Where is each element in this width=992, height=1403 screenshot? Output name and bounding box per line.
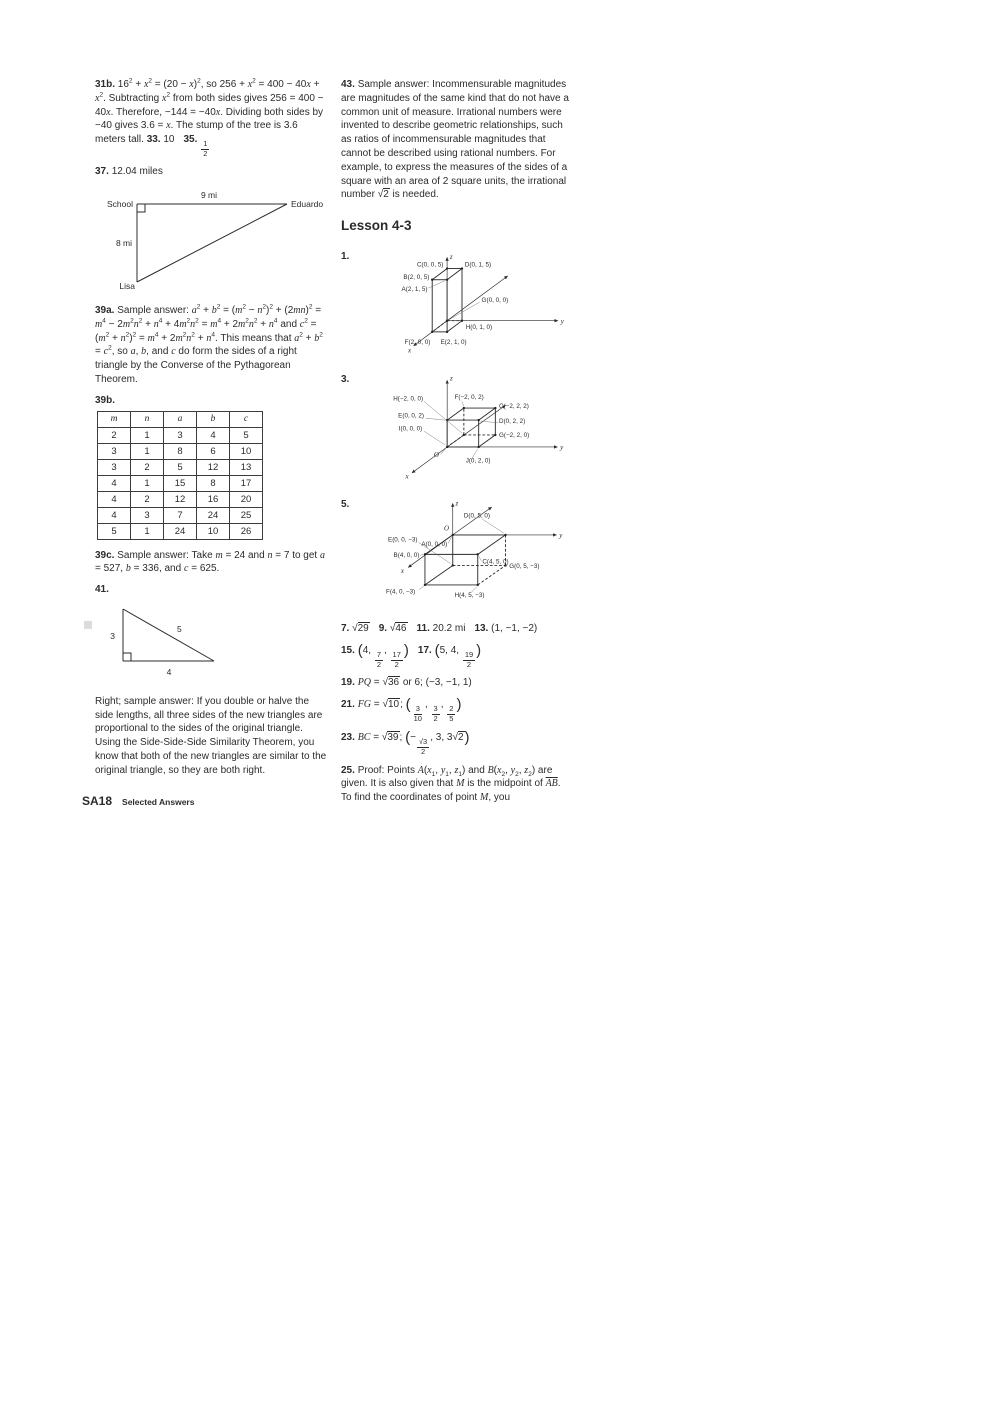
- point-label-C: C(0, 0, 5): [416, 261, 444, 269]
- y-axis-label: y: [559, 532, 563, 541]
- vertex-label-school: School: [107, 199, 133, 210]
- triangle-diagram-37: [99, 186, 324, 292]
- side-label-8mi: 8 mi: [115, 238, 132, 249]
- answers-15-17: 15. (4, $\frac{7}{2}$ , $\frac{17}{2}$ ) 17. (5, 4, $\frac{19}{2}$ ): [341, 641, 482, 669]
- x-axis-label: x: [400, 567, 404, 576]
- answer-21: 21. FG = √10; ( $\frac{3}{10}$ , $\frac{3}{2}$ , $\frac{2}{5}$ ): [341, 696, 462, 723]
- answer-23: 23. BC = √39; (− $\frac{√3}{2}$ , 3, 3√2): [341, 729, 470, 756]
- point-label-F: F(2, 0, 0): [404, 338, 431, 346]
- answer-37: 37. 12.04 miles: [95, 166, 163, 178]
- coordinate-box-diagram-1: [354, 248, 570, 358]
- point-label-J: J(0, 2, 0): [465, 457, 491, 465]
- figure-37-distance-triangle: [99, 186, 329, 295]
- z-axis-label: z: [449, 253, 453, 262]
- x-axis-label: x: [408, 346, 412, 355]
- page-footer: [82, 793, 194, 810]
- y-axis-label: y: [560, 443, 564, 452]
- point-label-D: D(0, 2, 2): [499, 417, 526, 425]
- coordinate-box-diagram-3: [354, 371, 570, 484]
- coordinate-box-diagram-5: [354, 496, 570, 609]
- point-label-H: H(−2, 0, 0): [393, 395, 424, 403]
- x-axis-label: x: [405, 472, 409, 481]
- side-label-3: 3: [110, 631, 115, 641]
- vertex-label-eduardo: Eduardo: [291, 199, 324, 210]
- answer-39b-label: 39b.: [95, 394, 116, 406]
- label-pointers: [418, 520, 503, 593]
- label-pointers: [428, 280, 479, 319]
- answer-39c: 39c. Sample answer: Take m = 24 and n = 7 to get a = 527, b = 336, and c = 625.: [95, 549, 325, 575]
- answer-19: 19. PQ = √36 or 6; (−3, −1, 1): [341, 677, 472, 689]
- point-label-F: F(4, 0, −3): [386, 588, 416, 596]
- exercise-1-number: 1.: [341, 250, 350, 262]
- answer-41-label: 41.: [95, 584, 109, 596]
- box-edges: [447, 408, 495, 447]
- point-label-H: H(4, 5, −3): [454, 592, 485, 600]
- exercise-3-number: 3.: [341, 373, 350, 385]
- exercise-5-figure: [341, 496, 570, 614]
- point-label-B: B(4, 0, 0): [393, 552, 420, 560]
- answers-7-9-11-13: 7. √29 9. √46 11. 20.2 mi 13. (1, −1, −2): [341, 623, 538, 635]
- point-label-I: I(0, 0, 0): [398, 424, 423, 432]
- point-label-D: D(0, 5, 0): [463, 512, 491, 520]
- point-label-E: E(2, 1, 0): [440, 338, 467, 346]
- z-axis-label: z: [449, 373, 453, 382]
- point-label-G: G(0, 0, 0): [481, 296, 509, 304]
- exercise-1-figure: [341, 248, 570, 363]
- point-label-G: G(−2, 2, 0): [499, 431, 530, 439]
- point-label-E: E(0, 0, 2): [398, 411, 425, 419]
- answer-43: 43. Sample answer: Incommensurable magnitudes are magnitudes of the same kind that do not have a common unit of measure. Irrational numbers were invented to describe geometric relationships, such as ratios of incommensurable magnitudes that cannot be described using rational numbers. For example, to express the measures of the sides of a square with an area of 2 square units, the irrational number √2 is needed.: [341, 79, 569, 201]
- y-axis-label: y: [560, 317, 564, 326]
- side-label-4: 4: [166, 667, 172, 677]
- z-axis-label: z: [455, 499, 459, 508]
- answer-25: 25. Proof: Points $A(x_1$, $y_1$, $z_1$) and $B(x_2$, $y_2$, $z_2$) are given. It is also given that M is the midpoint of $\overline{AB}$. To find the coordinates of point M, you: [341, 764, 561, 804]
- figure-41-right-triangle: [99, 601, 329, 686]
- lesson-heading: Lesson 4-3: [341, 218, 412, 234]
- scan-artifact: [84, 621, 92, 629]
- point-label-G: G(0, 5, −3): [509, 563, 540, 571]
- page-number: SA18: [82, 794, 113, 808]
- triangle-diagram-41: [99, 601, 249, 681]
- side-label-5: 5: [177, 624, 182, 634]
- origin-label: O: [444, 524, 450, 533]
- answer-41-text: Right; sample answer: If you double or halve the side lengths, all three sides of the new triangles are proportional to the sides of the original triangle. Using the Side-Side-Side Similarity Theorem, you know that both of the new triangles are similar to the original triangle, so they are both right.: [95, 695, 327, 776]
- left-column: [95, 78, 329, 785]
- exercise-3-figure: [341, 371, 570, 489]
- point-label-A: A(0, 0, 0): [421, 541, 448, 549]
- point-label-D: D(0, 1, 5): [464, 261, 492, 269]
- point-label-B: B(2, 0, 5): [403, 273, 430, 281]
- point-label-C: C(−2, 2, 2): [499, 402, 529, 410]
- origin-label: O: [433, 450, 439, 459]
- side-label-9mi: 9 mi: [200, 190, 218, 201]
- pythagorean-triples-table: m n a b c 2 1 3 4 5 3 1 8 6 10 3 2 5 12 13 4 1 15 8 17 4 2 12 16 20 4 3 7 24 25 5 1 24 10 26: [97, 411, 263, 540]
- footer-section-label: Selected Answers: [122, 797, 195, 807]
- point-label-C: C(4, 5, 0): [482, 559, 509, 567]
- triangle-edges: [123, 609, 214, 661]
- point-label-F: F(−2, 0, 2): [454, 393, 484, 401]
- point-label-H: H(0, 1, 0): [465, 323, 493, 331]
- right-column: [341, 78, 570, 812]
- answer-39a: 39a. Sample answer: $a^2 + b^2 = (m^2 - n^2)^2 + (2mn)^2 = m^4 - 2m^2n^2 + n^4 + 4m^2n^2 = m^4 + 2m^2n^2 + n^4$ and $c^2 = (m^2 + n^2)^2 = m^4 + 2m^2n^2 + n^4$. This means that $a^2 + b^2 = c^2$, so a, b, and c do form the sides of a right triangle by the Converse of the Pythagorean Theorem.: [95, 303, 323, 386]
- exercise-5-number: 5.: [341, 499, 350, 511]
- point-label-E: E(0, 0, −3): [388, 536, 418, 544]
- vertex-label-lisa: Lisa: [119, 281, 135, 292]
- answer-31b-33-35: 31b. $16^2 + x^2 = (20 - x)^2$, so $256 + x^2 = 400 - 40x + x^2$. Subtracting $x^2$ from both sides gives 256 = 400 − 40x. Therefore, −144 = −40x. Dividing both sides by −40 gives 3.6 = x. The stump of the tree is 3.6 meters tall. 33. 10 35. $\frac{1}{2}$: [95, 77, 324, 158]
- triangle-edges: [137, 204, 287, 282]
- point-label-A: A(2, 1, 5): [401, 285, 428, 293]
